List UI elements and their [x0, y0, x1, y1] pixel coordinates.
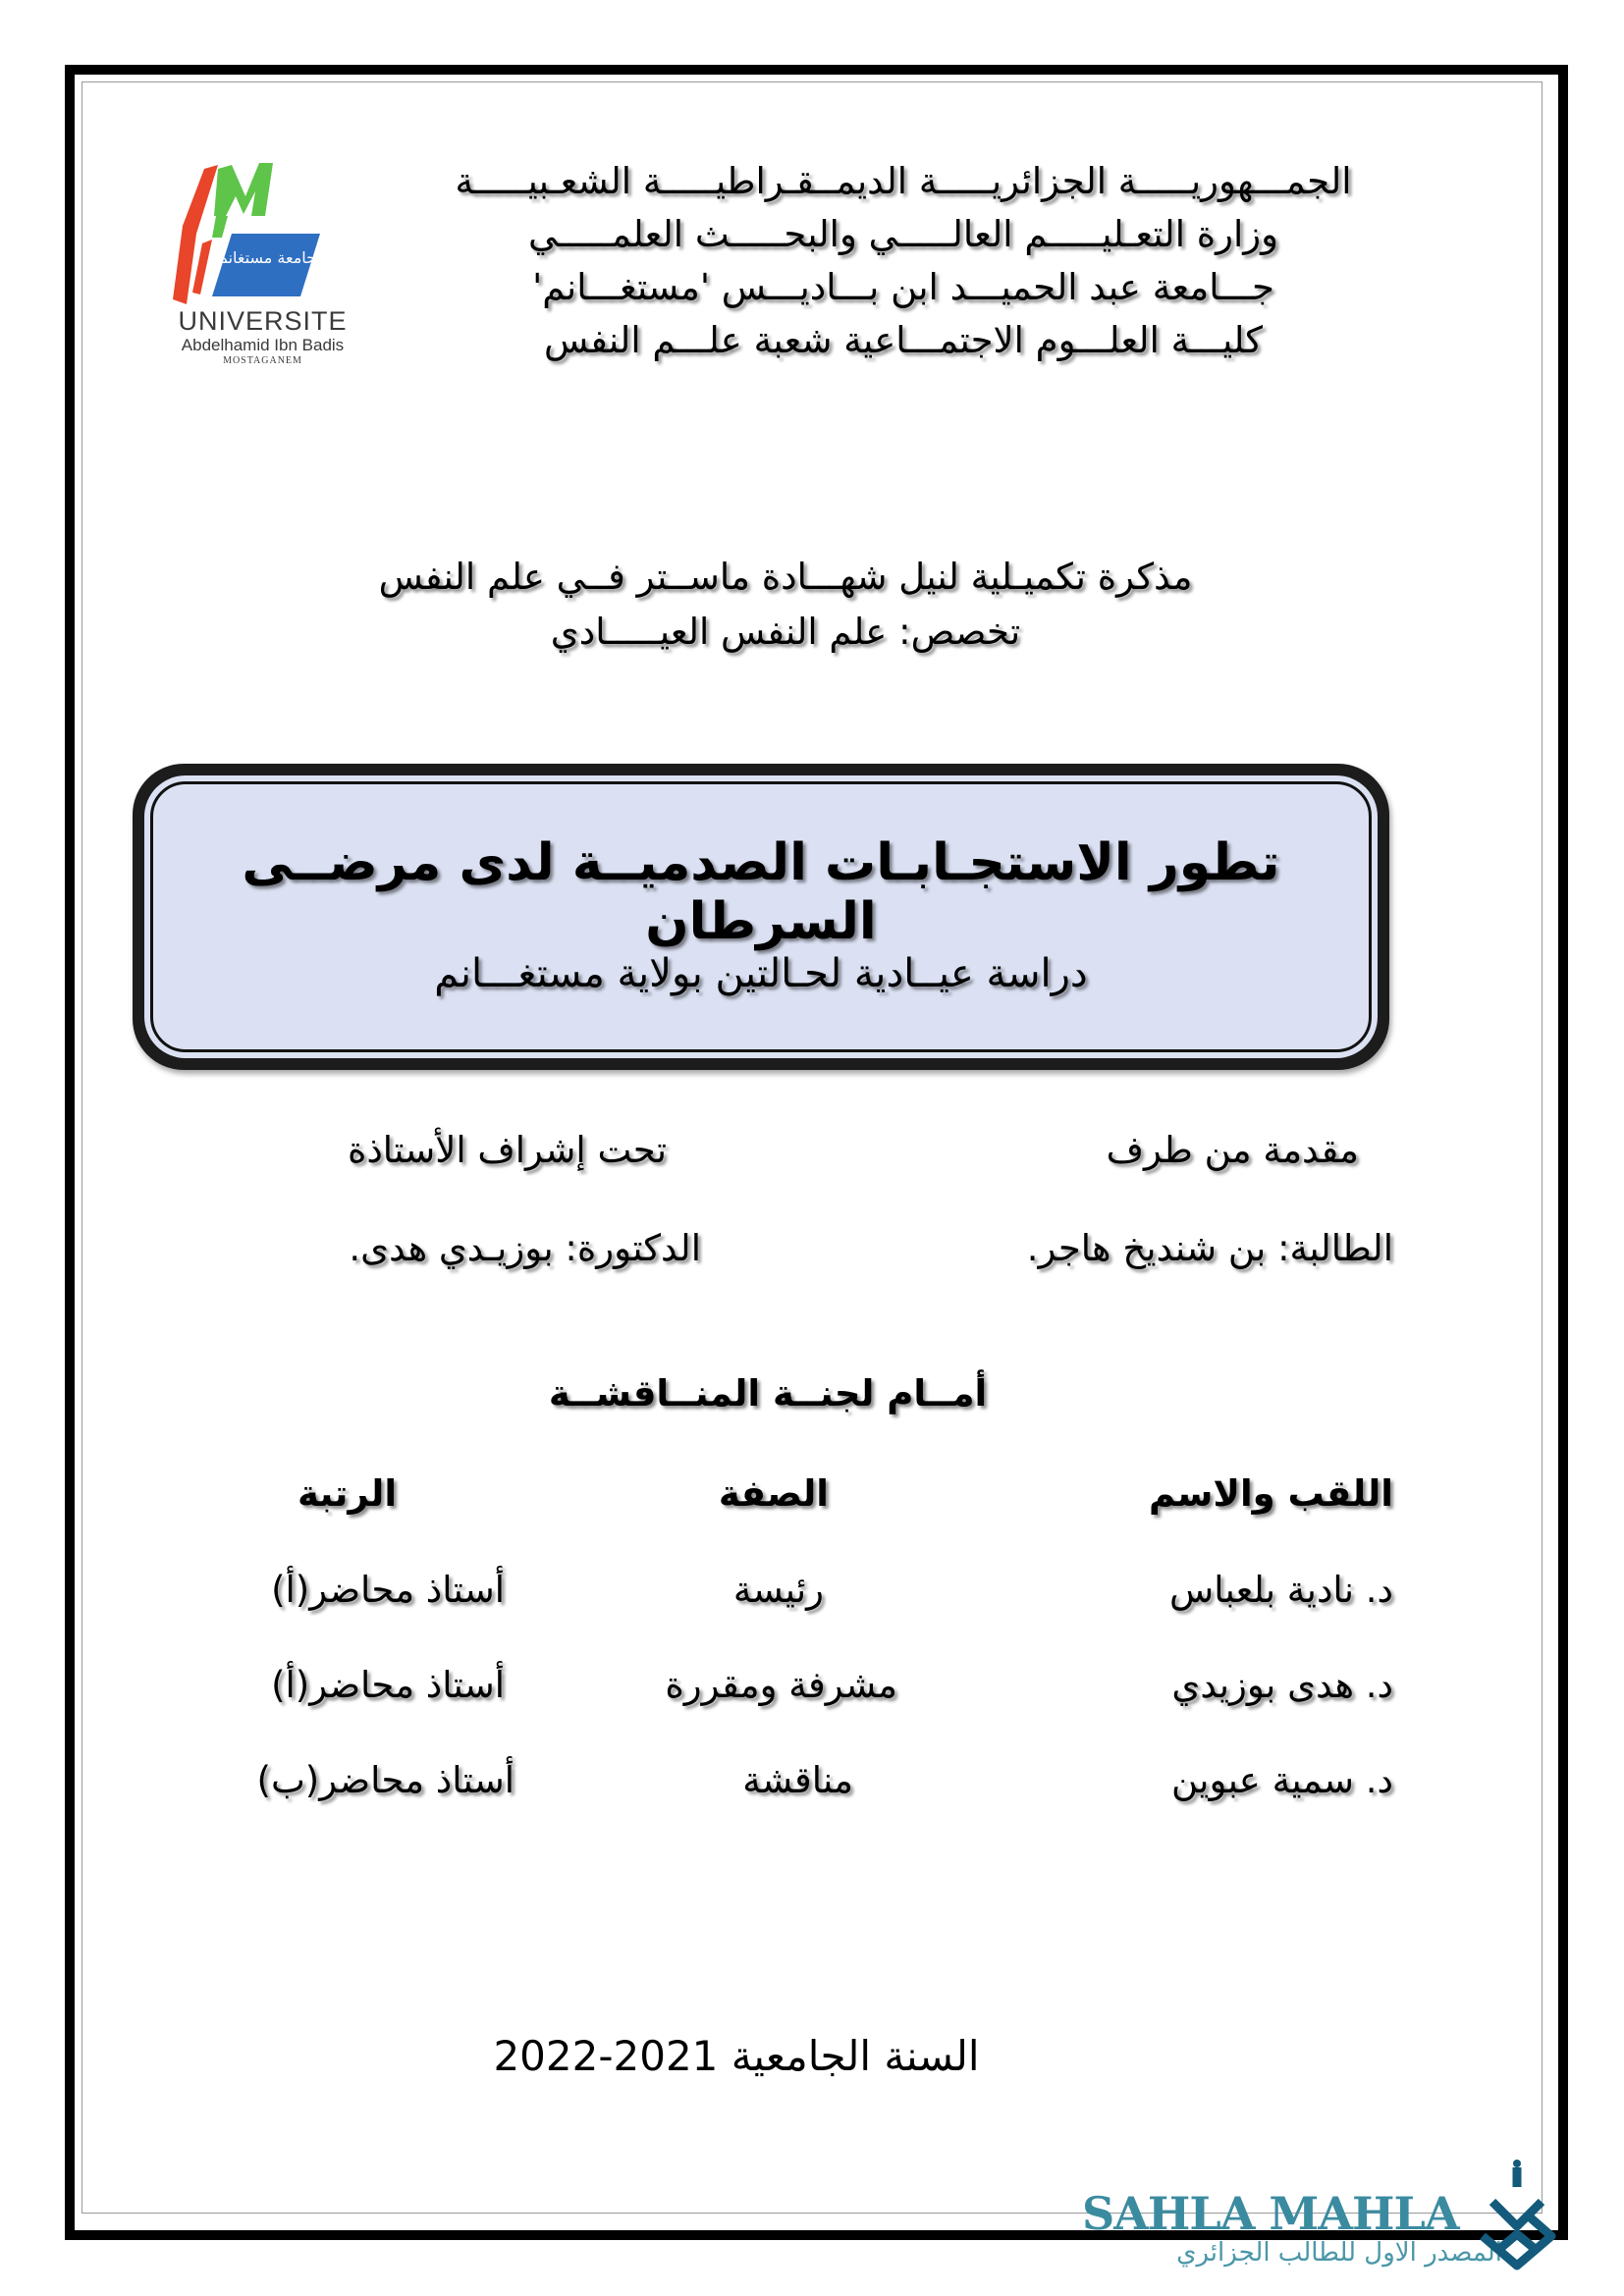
header-name: اللقب والاسم	[1149, 1472, 1393, 1515]
member-rank: أستاذ محاضر(أ)	[271, 1664, 505, 1706]
member-name: د. هدى بوزيدي	[1171, 1664, 1393, 1706]
member-name: د. سمية عبوين	[1171, 1759, 1393, 1801]
title-box	[133, 764, 1389, 1070]
academic-year: السنة الجامعية 2021-2022	[493, 2032, 980, 2080]
student-name: الطالبة: بن شنديخ هاجر.	[1026, 1227, 1393, 1269]
watermark-tagline: المصدر الاول للطالب الجزائري	[1176, 2238, 1502, 2268]
republic-line: الجمـــهوريـــــة الجزائريـــــة الديمــقـراطيـــــة الشعـبيـــــة	[455, 160, 1352, 202]
faculty-line: كليـــة العلـــوم الاجتمـــاعية شعبة علـــم النفس	[544, 319, 1263, 361]
watermark-brand: SAHLA MAHLA	[1082, 2187, 1459, 2240]
supervisor-name: الدكتورة: بوزيـدي هدى.	[349, 1227, 701, 1269]
specialty-line: تخصص: علم النفس العيـــــادي	[550, 611, 1021, 653]
university-logo	[157, 157, 368, 378]
header-rank: الرتبة	[297, 1472, 397, 1515]
member-name: د. نادية بلعباس	[1169, 1569, 1393, 1611]
supervision-label: تحت إشراف الأستاذة	[347, 1129, 667, 1171]
thesis-title: تطور الاستجـابـات الصدميــة لدى مرضــى السرطان	[242, 833, 1280, 951]
degree-info	[344, 550, 1227, 660]
watermark-calligraphy-icon	[1473, 2158, 1561, 2275]
member-role: مناقشة	[742, 1759, 853, 1801]
header-role: الصفة	[718, 1472, 829, 1515]
logo-city: MOSTAGANEM	[223, 355, 302, 366]
institution-header	[412, 155, 1394, 367]
ministry-line: وزارة التعـليـــــم العالـــــي والبحـــــث العلمـــــي	[527, 213, 1279, 255]
member-role: رئيسة	[732, 1569, 824, 1611]
member-role: مشرفة ومقررة	[665, 1664, 897, 1706]
svg-text:جامعة مستغانم: جامعة مستغانم	[217, 248, 317, 267]
university-emblem-icon	[157, 157, 368, 304]
presented-by-label: مقدمة من طرف	[1106, 1129, 1359, 1171]
thesis-subtitle: دراسة عيــادية لحـالتين بولاية مستغـــانم	[434, 951, 1088, 996]
degree-line: مذكرة تكميـلية لنيل شهـــادة ماســتر فــي علم النفس	[378, 556, 1193, 598]
member-rank: أستاذ محاضر(أ)	[271, 1569, 505, 1611]
logo-university-name: Abdelhamid Ibn Badis	[181, 336, 345, 354]
committee-title: أمــام لجنــة المنــاقشــة	[548, 1372, 988, 1415]
member-rank: أستاذ محاضر(ب)	[256, 1759, 514, 1801]
logo-university-label: UNIVERSITE	[178, 306, 348, 336]
university-line: جـــامعة عبد الحميـــد ابن بـــاديـــس 'مستغـــانم'	[532, 266, 1274, 308]
